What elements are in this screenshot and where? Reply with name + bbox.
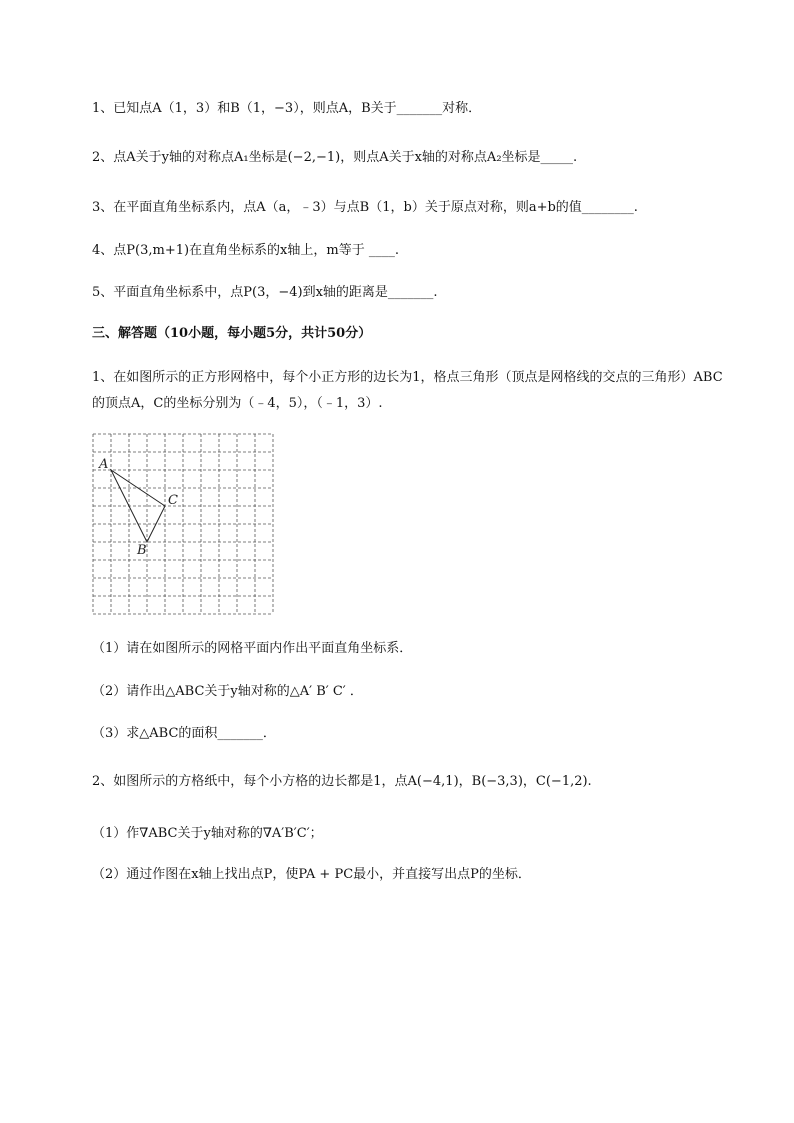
fill-in-question-1: 1、已知点A（1，3）和B（1，−3），则点A，B关于_______对称． xyxy=(92,101,482,116)
fill-in-question-5: 5、平面直角坐标系中，点P(3，−4)到x轴的距离是_______. xyxy=(92,285,438,300)
q1-part-3: （3）求△ABC的面积_______． xyxy=(92,726,276,741)
fill-in-question-2: 2、点A关于y轴的对称点A₁坐标是(−2,−1)，则点A关于x轴的对称点A₂坐标是_____. xyxy=(92,150,578,165)
label-b: B xyxy=(137,543,147,558)
fill-in-question-4: 4、点P(3,m+1)在直角坐标系的x轴上，m等于 ____. xyxy=(92,243,399,258)
label-c: C xyxy=(168,493,178,508)
q1-text: 1、在如图所示的正方形网格中，每个小正方形的边长为1，格点三角形（顶点是网格线的交点的三角形）ABC的顶点A，C的坐标分别为（﹣4，5），（﹣1，3）. xyxy=(92,370,723,411)
section-heading: 三、解答题（10小题，每小题5分，共计50分） xyxy=(92,326,372,341)
q1-part-1: （1）请在如图所示的网格平面内作出平面直角坐标系． xyxy=(92,641,413,656)
grid-figure xyxy=(92,433,274,619)
q2-text: 2、如图所示的方格纸中，每个小方格的边长都是1，点A(−4,1)，B(−3,3)，C(−1,2). xyxy=(92,774,592,789)
q1-part-2: （2）请作出△ABC关于y轴对称的△A′ B′ C′ ． xyxy=(92,684,363,699)
q2-part-1: （1）作∇ABC关于y轴对称的∇A′B′C′； xyxy=(92,826,323,841)
fill-in-question-3: 3、在平面直角坐标系内，点A（a，﹣3）与点B（1，b）关于原点对称，则a+b的值________. xyxy=(92,200,638,215)
label-a: A xyxy=(99,457,109,472)
q2-part-2: （2）通过作图在x轴上找出点P，使PA + PC最小，并直接写出点P的坐标． xyxy=(92,867,531,882)
grid-figure-svg xyxy=(92,433,274,615)
